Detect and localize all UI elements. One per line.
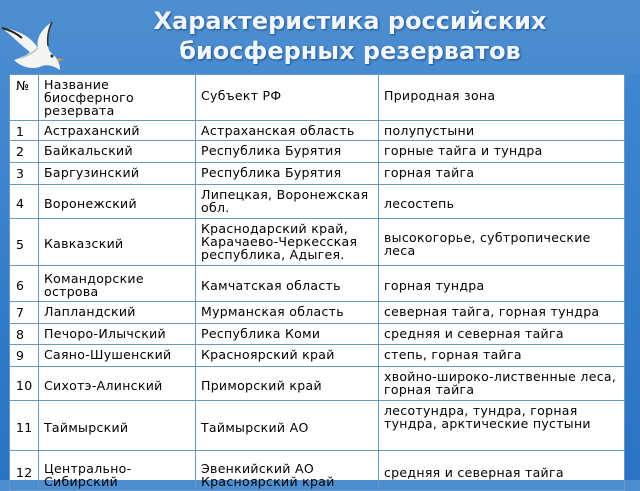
row-subject: Приморский край [196,367,379,401]
row-num: 3 [10,163,39,185]
table-row [10,345,625,367]
row-subject: Краснодарский край, Карачаево-Черкесская республика, Адыгея. [196,219,379,266]
table-row [10,163,625,185]
table-row [10,141,625,163]
reserves-table [9,74,625,491]
title-line-2: биосферных резерватов [179,37,521,65]
row-num: 6 [10,266,39,302]
row-subject: Камчатская область [196,266,379,302]
row-name: Лапландский [39,302,196,324]
row-num: 7 [10,302,39,324]
row-name: Баргузинский [39,163,196,185]
row-subject: Республика Бурятия [196,141,379,163]
row-num: 11 [10,401,39,451]
table-row [10,401,625,451]
row-name: Астраханский [39,121,196,141]
table-row [10,451,625,491]
row-num: 4 [10,185,39,219]
row-num: 12 [10,451,39,491]
table-row [10,185,625,219]
row-zone: горная тундра [379,266,625,302]
row-name: Центрально-Сибирский [39,451,196,491]
row-num: 10 [10,367,39,401]
row-zone: северная тайга, горная тундра [379,302,625,324]
table-row [10,219,625,266]
table-header-row [10,75,625,121]
row-name: Саяно-Шушенский [39,345,196,367]
table-row [10,121,625,141]
row-zone: высокогорье, субтропические леса [379,219,625,266]
row-subject: Красноярский край [196,345,379,367]
page-title [70,6,630,66]
row-zone: горные тайга и тундра [379,141,625,163]
row-name: Таймырский [39,401,196,451]
row-zone: горная тайга [379,163,625,185]
row-name: Воронежский [39,185,196,219]
row-zone: хвойно-широко-лиственные леса, горная тайга [379,367,625,401]
row-num: 5 [10,219,39,266]
row-num: 8 [10,324,39,345]
table-row [10,367,625,401]
row-subject: Таймырский АО [196,401,379,451]
background-strip [624,74,640,480]
row-subject: Республика Бурятия [196,163,379,185]
header-subject: Субъект РФ [196,75,379,121]
row-zone: полупустыни [379,121,625,141]
row-subject: Эвенкийский АО Красноярский край [196,451,379,491]
table-row [10,266,625,302]
header-zone: Природная зона [379,75,625,121]
row-name: Сихотэ-Алинский [39,367,196,401]
row-subject: Мурманская область [196,302,379,324]
row-name: Кавказский [39,219,196,266]
row-zone: лесотундра, тундра, горная тундра, арктические пустыни [379,401,625,451]
row-name: Байкальский [39,141,196,163]
header-num: № [10,75,39,121]
row-zone: средняя и северная тайга [379,451,625,491]
table-row [10,324,625,345]
header-name: Название биосферного резервата [39,75,196,121]
row-name: Печоро-Илычский [39,324,196,345]
row-num: 2 [10,141,39,163]
row-zone: лесостепь [379,185,625,219]
row-name: Командорские острова [39,266,196,302]
row-subject: Липецкая, Воронежская обл. [196,185,379,219]
title-line-1: Характеристика российских [153,7,547,35]
row-num: 1 [10,121,39,141]
row-zone: степь, горная тайга [379,345,625,367]
row-num: 9 [10,345,39,367]
reserves-table-container [9,74,624,489]
table-row [10,302,625,324]
row-zone: средняя и северная тайга [379,324,625,345]
row-subject: Астраханская область [196,121,379,141]
row-subject: Республика Коми [196,324,379,345]
